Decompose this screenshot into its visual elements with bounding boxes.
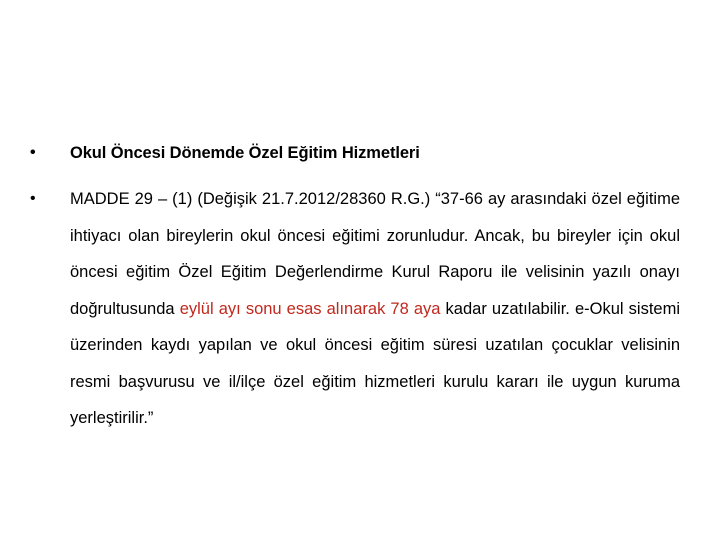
section-heading: Okul Öncesi Dönemde Özel Eğitim Hizmetleri bbox=[70, 144, 420, 162]
bullet-marker: • bbox=[30, 190, 36, 207]
article-text-highlight: eylül ayı sonu esas alınarak 78 aya bbox=[179, 299, 441, 318]
article-text-part2: kadar uzatılabilir. e-Okul sistemi üzerinden kaydı yapılan ve okul öncesi eğitim süresi uzatılan çocuklar velisinin resmi başvurusu ve il/ilçe özel eğitim hizmetleri kurulu kararı ile uygun kuruma yerleştirilir.” bbox=[70, 299, 680, 427]
bullet-marker: • bbox=[30, 144, 36, 161]
bullet-item-heading bbox=[30, 136, 680, 170]
bullet-item-article bbox=[30, 181, 680, 437]
bullet-list bbox=[30, 136, 680, 437]
article-text-part1: MADDE 29 – (1) (Değişik 21.7.2012/28360 R.G.) “37-66 ay arasındaki özel eğitime ihtiyacı olan bireylerin okul öncesi eğitimi zorunludur. Ancak, bu bireyler için okul öncesi eğitim Özel Eğitim Değerlendirme Kurul Raporu ile velisinin yazılı onayı doğrultusunda bbox=[70, 190, 680, 318]
